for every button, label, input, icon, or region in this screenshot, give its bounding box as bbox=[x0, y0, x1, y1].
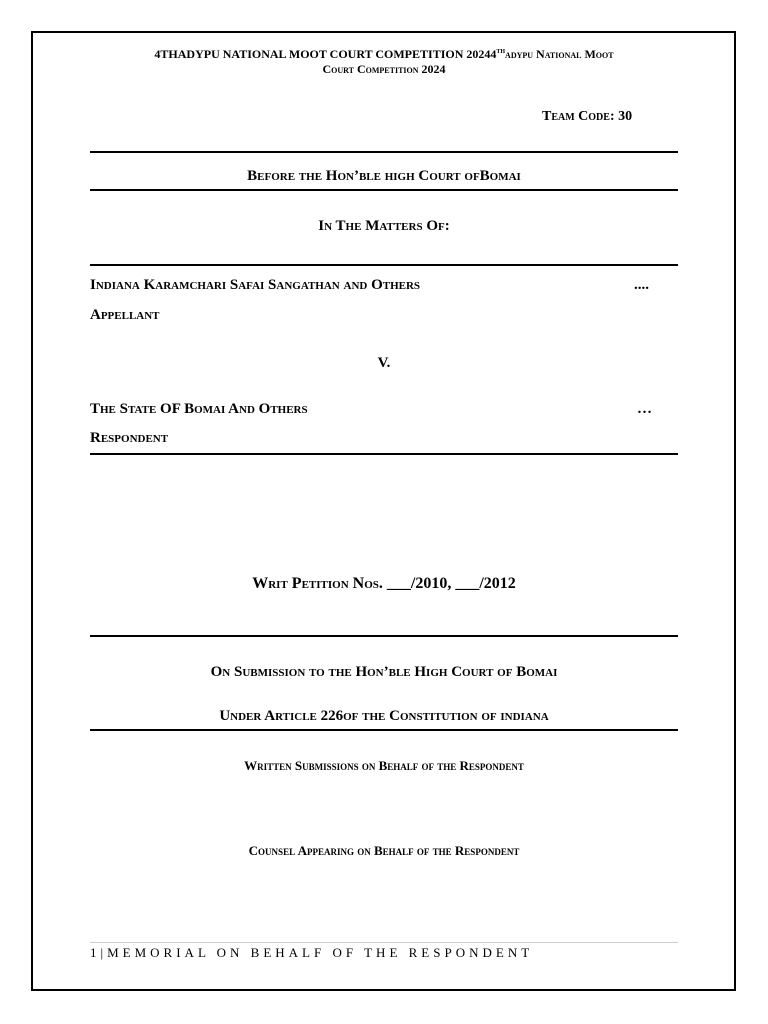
writ-petition-nos: Writ Petition Nos. ___/2010, ___/2012 bbox=[252, 575, 516, 592]
header-line2: Court Competition 2024 bbox=[322, 62, 446, 76]
rule-2 bbox=[90, 189, 678, 191]
respondent-name: The State OF Bomai And Others bbox=[90, 401, 308, 417]
appellant-name: Indiana Karamchari Safai Sangathan and Others bbox=[90, 277, 421, 293]
respondent-dots: … bbox=[637, 401, 652, 417]
counsel-appearing: Counsel Appearing on Behalf of the Respondent bbox=[248, 843, 520, 858]
respondent-role: Respondent bbox=[90, 430, 169, 446]
competition-header bbox=[90, 45, 678, 77]
rule-5 bbox=[90, 635, 678, 637]
versus: V. bbox=[377, 355, 391, 371]
rule-3 bbox=[90, 264, 678, 266]
under-article: Under Article 226of the Constitution of indiana bbox=[219, 708, 549, 724]
header-line1: 4THADYPU NATIONAL MOOT COURT COMPETITION 20244 bbox=[154, 47, 497, 61]
written-submissions: Written Submissions on Behalf of the Respondent bbox=[244, 758, 524, 773]
appellant-dots: .... bbox=[634, 277, 649, 293]
footer-page-label: 1|MEMORIAL ON BEHALF OF THE RESPONDENT bbox=[90, 945, 534, 960]
footer-rule bbox=[90, 942, 678, 943]
on-submission: On Submission to the Hon’ble High Court of Bomai bbox=[210, 664, 558, 680]
header-superscript: TH bbox=[496, 49, 506, 55]
appellant-role: Appellant bbox=[90, 307, 160, 323]
in-the-matters-of: In The Matters Of: bbox=[318, 218, 450, 234]
court-title: Before the Hon’ble high Court ofBomai bbox=[247, 168, 521, 184]
rule-6 bbox=[90, 729, 678, 731]
rule-4 bbox=[90, 453, 678, 455]
team-code: Team Code: 30 bbox=[542, 109, 633, 124]
rule-1 bbox=[90, 151, 678, 153]
header-line1b: adypu National Moot bbox=[505, 47, 614, 61]
